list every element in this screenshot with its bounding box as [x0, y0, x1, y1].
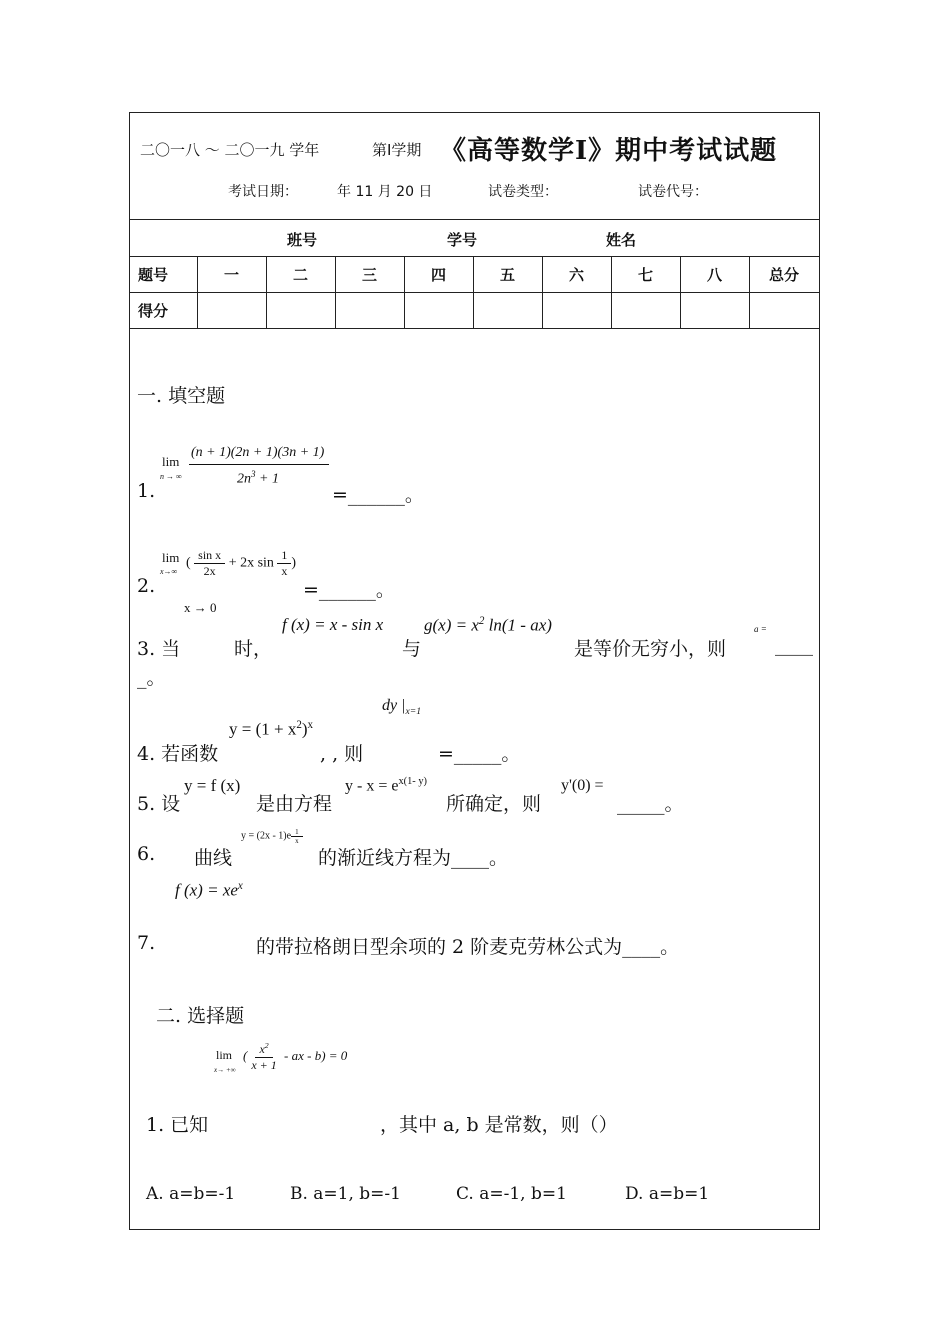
q3-yu: 与: [402, 638, 422, 660]
q6-text: 的渐近线方程为____。: [318, 847, 509, 869]
table-line: [129, 219, 820, 220]
q3-a: a =: [754, 624, 767, 634]
q1-denominator: $2n^3 + 1$: [237, 469, 279, 487]
column-header: 一: [223, 265, 239, 284]
option-d[interactable]: D. a=b=1: [625, 1184, 710, 1204]
q3-condition: x → 0: [184, 600, 217, 615]
column-header: 五: [499, 265, 515, 284]
s2q1-lim: lim: [216, 1048, 233, 1062]
q6-number: 6.: [137, 843, 156, 865]
q4-ze: , , 则: [320, 743, 364, 765]
q3-blank1: ____: [775, 634, 813, 656]
q2-lim: lim: [162, 550, 180, 565]
q1-lim: lim: [162, 454, 180, 469]
q5-text1: 是由方程: [256, 793, 333, 815]
date-label: 考试日期：: [228, 184, 298, 200]
table-line: [129, 292, 820, 293]
paper-type-label: 试卷类型：: [488, 184, 558, 200]
id-label: 学号: [447, 231, 478, 249]
q6-equation: y = (2x - 1)e $\frac{1}{x}$: [241, 828, 303, 845]
q1-numerator: (n + 1)(2n + 1)(3n + 1): [191, 445, 325, 460]
q5-number: 5. 设: [137, 793, 181, 815]
q3-blank2: _。: [137, 667, 166, 689]
table-line: [129, 328, 820, 329]
s2q1-expression: ( $\frac{x^2}{x + 1}$ - ax - b) = 0: [243, 1041, 348, 1072]
column-header: 七: [637, 265, 653, 284]
date-value: 年 11 月 20 日: [337, 184, 433, 200]
q5-text2: 所确定，则: [446, 793, 542, 815]
q5-equation: $y - x = e^{x(1- y)}$: [345, 776, 428, 795]
fraction-bar: [189, 464, 329, 465]
class-label: 班号: [287, 231, 318, 249]
q4-dy: dy $|_{x=1}$: [382, 697, 422, 718]
name-label: 姓名: [606, 231, 637, 249]
column-header: 总分: [768, 265, 799, 284]
q2-number: 2.: [137, 575, 156, 597]
option-b[interactable]: B. a=1, b=-1: [290, 1184, 401, 1204]
q4-y: $y = (1 + x^2)^x$: [229, 719, 314, 739]
q7-text: 的带拉格朗日型余项的 2 阶麦克劳林公式为____。: [256, 936, 680, 958]
q3-text: 是等价无穷小，则: [574, 638, 727, 660]
column-header: 二: [292, 265, 308, 284]
q2-blank: =______。: [303, 579, 395, 601]
semester: 第Ⅰ学期: [372, 141, 422, 159]
q4-number: 4. 若函数: [137, 743, 219, 765]
column-header: 四: [430, 265, 446, 284]
q5-blank: _____。: [617, 793, 684, 815]
row-header: 题号: [138, 265, 169, 284]
q3-shi: 时，: [234, 638, 273, 660]
q5-y: y = f (x): [184, 776, 241, 795]
q7-number: 7.: [137, 932, 156, 954]
q5-yprime: y'(0) =: [561, 777, 604, 794]
column-header: 八: [706, 265, 722, 284]
s2q1-lim-sub: x→ +∞: [214, 1066, 236, 1074]
q6-qu: 曲线: [194, 847, 233, 869]
q3-g: $g(x) = x^2$ ln(1 - ax): [424, 615, 552, 635]
s2q1-text: ，其中 a, b 是常数，则（）: [380, 1114, 618, 1136]
q1-blank: =______。: [332, 484, 424, 506]
column-header: 六: [568, 265, 584, 284]
exam-title: 《高等数学Ⅰ》期中考试试题: [440, 136, 778, 166]
q3-number: 3. 当: [137, 638, 181, 660]
q1-number: 1.: [137, 480, 156, 502]
q3-f: f (x) = x - sin x: [282, 615, 384, 634]
year-range: 二〇一八 ～ 二〇一九 学年: [140, 141, 320, 159]
q1-lim-sub: n → ∞: [160, 472, 182, 481]
q7-function: f $(x) = xe^x$: [175, 880, 243, 900]
section1-title: 一. 填空题: [137, 385, 226, 407]
q2-lim-sub: x→∞: [160, 567, 178, 576]
s2q1-number: 1. 已知: [146, 1114, 209, 1136]
q2-expression: ( $\frac{\text{sin x}}{2x}$ + 2x sin $\frac{1}{x}$ ): [186, 548, 297, 578]
option-a[interactable]: A. a=b=-1: [146, 1184, 236, 1204]
paper-code-label: 试卷代号：: [638, 184, 708, 200]
option-c[interactable]: C. a=-1, b=1: [456, 1184, 567, 1204]
section2-title: 二. 选择题: [156, 1005, 245, 1027]
score-label: 得分: [138, 301, 169, 320]
q4-blank: =_____。: [438, 743, 521, 765]
column-header: 三: [361, 265, 377, 284]
